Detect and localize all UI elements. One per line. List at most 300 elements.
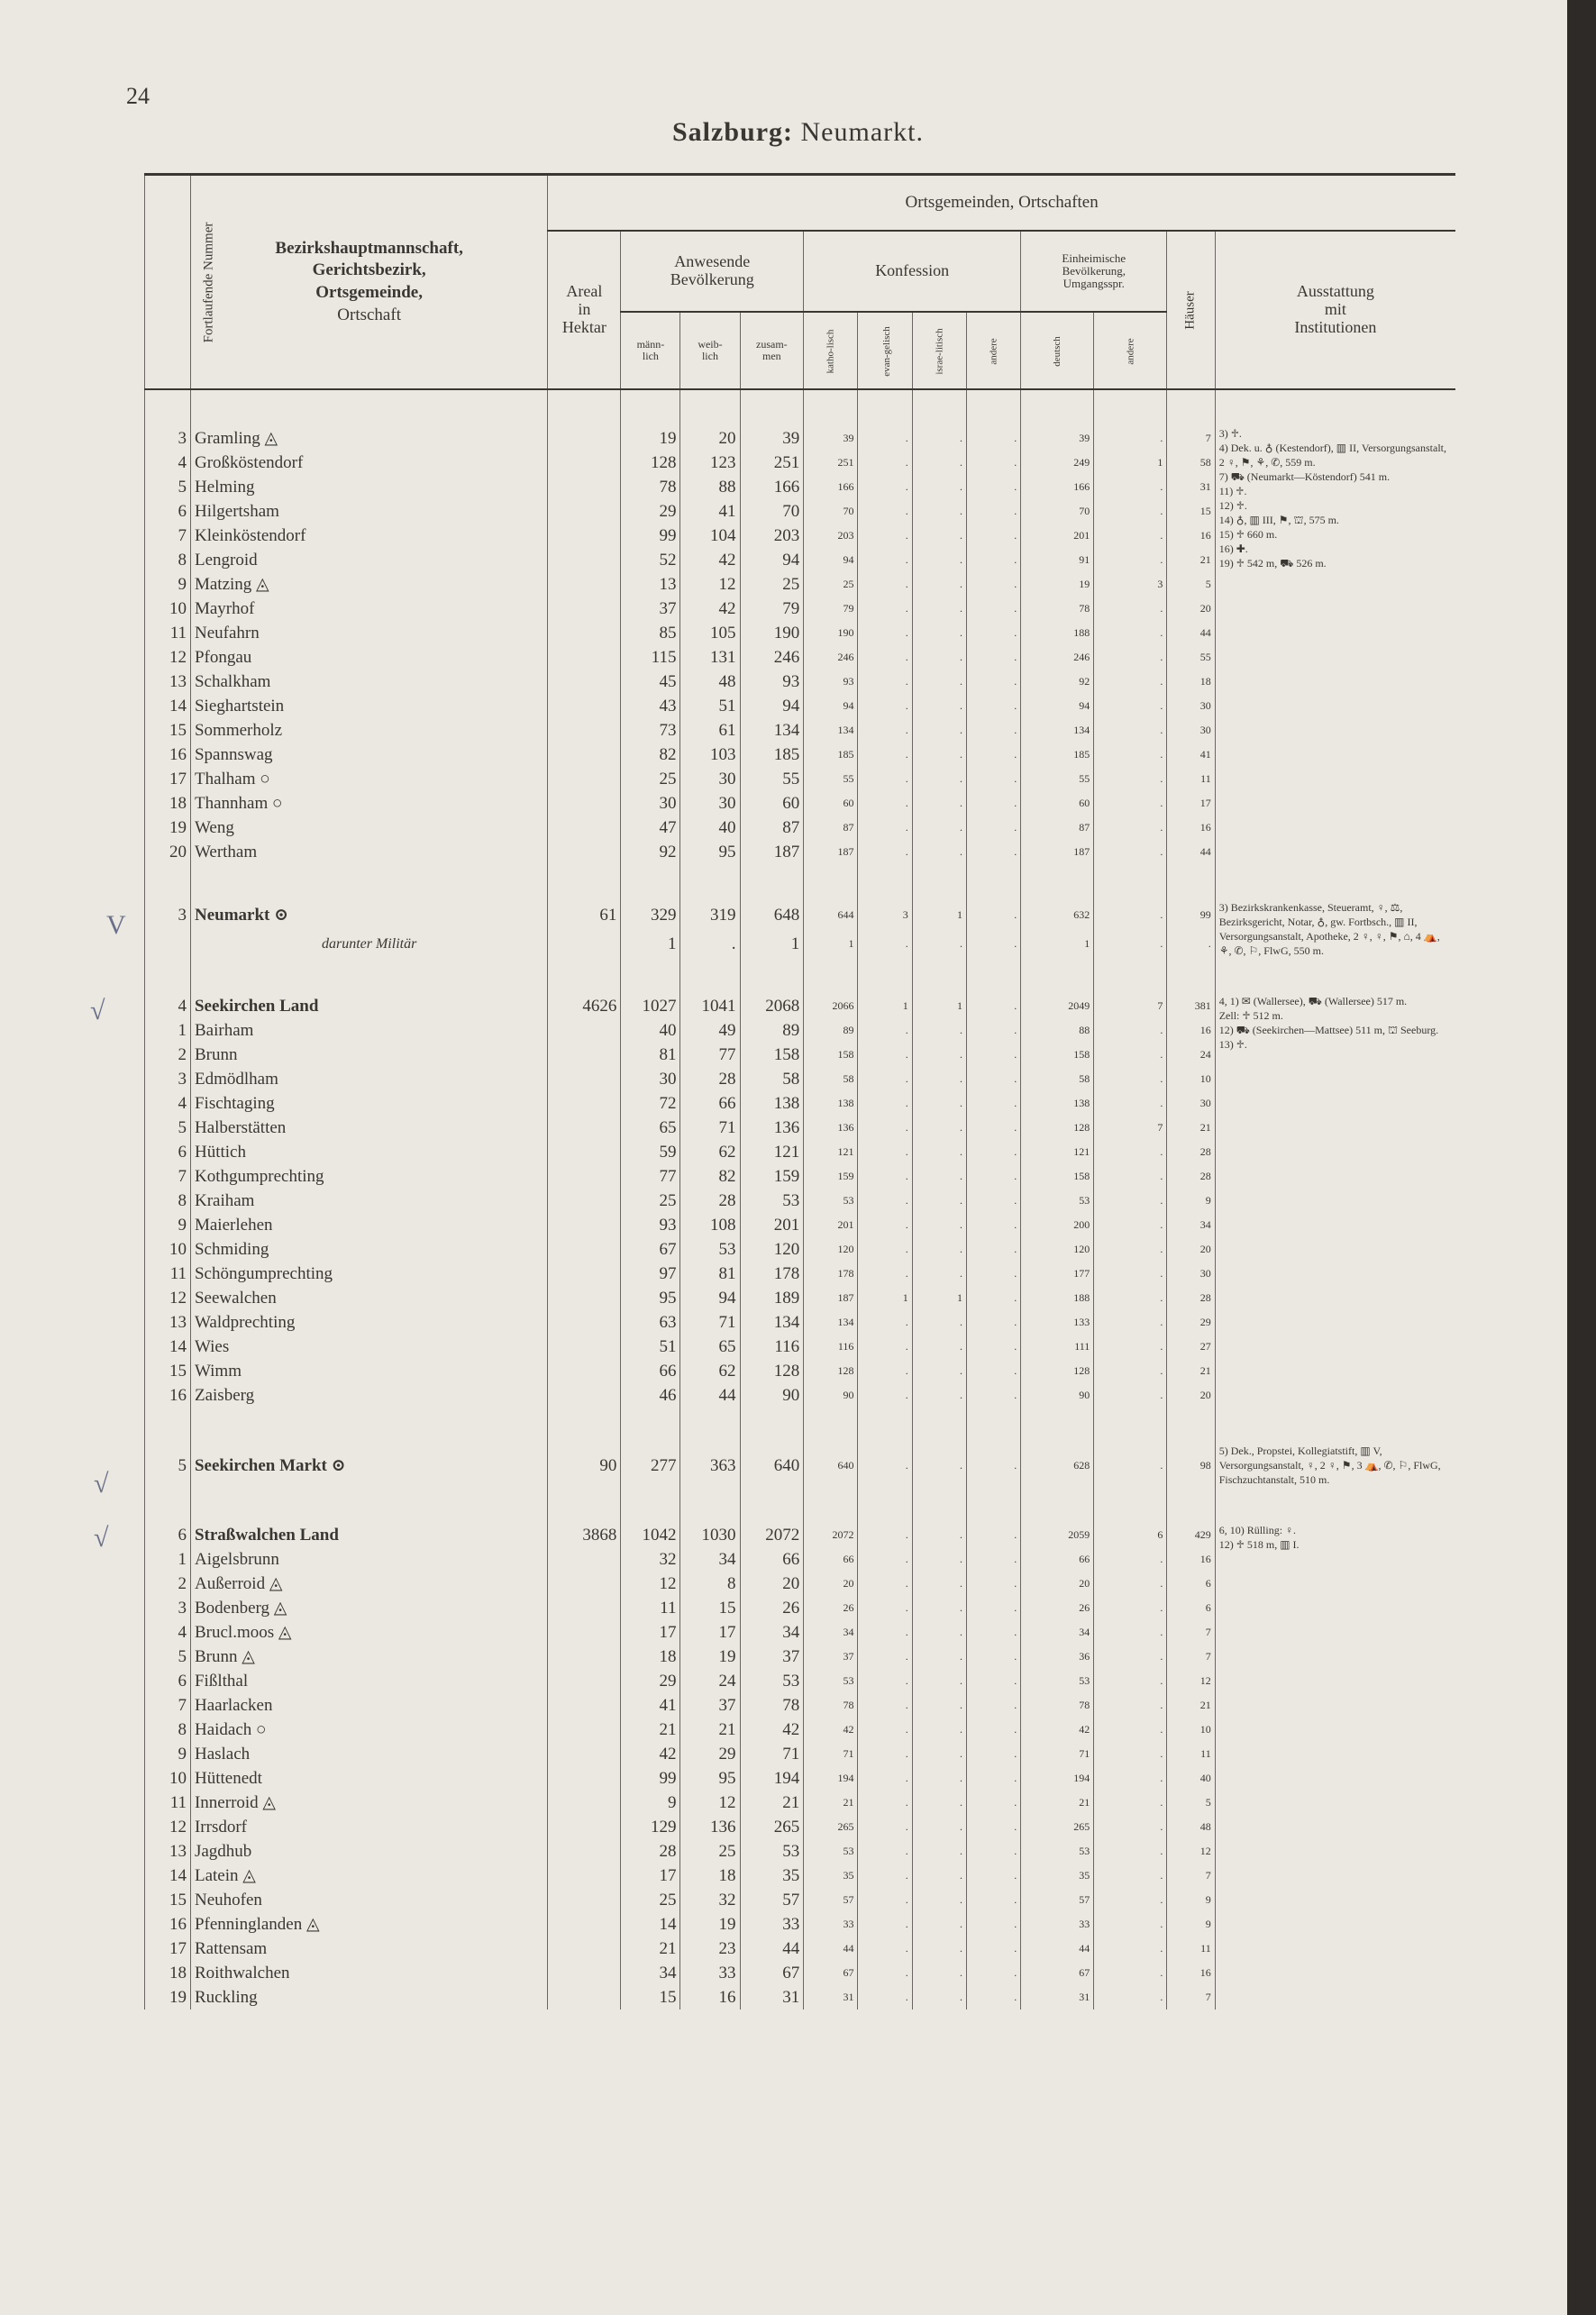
cell-ev: . xyxy=(858,1742,912,1766)
cell-name: Wies xyxy=(190,1335,547,1359)
cell-h: 6 xyxy=(1167,1596,1215,1620)
cell-z: 58 xyxy=(740,1067,804,1091)
spacer-cell xyxy=(1215,389,1455,426)
cell-ad: . xyxy=(1094,475,1167,499)
cell-k: 79 xyxy=(804,597,858,621)
spacer-cell xyxy=(680,1408,740,1444)
cell-de: 78 xyxy=(1021,1693,1094,1718)
cell-w: 42 xyxy=(680,548,740,572)
table-row xyxy=(145,1523,1456,1547)
cell-is: . xyxy=(912,1669,966,1693)
cell-de: 201 xyxy=(1021,524,1094,548)
cell-w: 1041 xyxy=(680,994,740,1018)
cell-z: 648 xyxy=(740,900,804,929)
cell-ev: . xyxy=(858,524,912,548)
cell-ev: . xyxy=(858,1189,912,1213)
cell-is: . xyxy=(912,1140,966,1164)
col-header-nr: Fortlaufende Nummer xyxy=(145,175,191,390)
cell-is: . xyxy=(912,548,966,572)
cell-area xyxy=(548,1547,621,1572)
cell-an: . xyxy=(966,597,1020,621)
spacer-cell xyxy=(190,864,547,900)
cell-k: 178 xyxy=(804,1262,858,1286)
cell-de: 67 xyxy=(1021,1961,1094,1985)
margin-mark: V xyxy=(106,910,126,940)
margin-mark: √ xyxy=(94,1523,109,1553)
cell-area xyxy=(548,1018,621,1043)
cell-h: 10 xyxy=(1167,1067,1215,1091)
cell-ev: . xyxy=(858,645,912,670)
cell-an: . xyxy=(966,1596,1020,1620)
cell-h: 9 xyxy=(1167,1888,1215,1912)
cell-w: 62 xyxy=(680,1140,740,1164)
cell-h: 5 xyxy=(1167,572,1215,597)
table-row xyxy=(145,426,1456,451)
cell-m: 115 xyxy=(621,645,680,670)
cell-is: . xyxy=(912,1596,966,1620)
cell-m: 43 xyxy=(621,694,680,718)
cell-an: . xyxy=(966,1888,1020,1912)
cell-k: 26 xyxy=(804,1596,858,1620)
cell-an: . xyxy=(966,791,1020,816)
cell-name: Hüttenedt xyxy=(190,1766,547,1791)
cell-an: . xyxy=(966,767,1020,791)
cell-nr: 9 xyxy=(145,1742,191,1766)
cell-is: . xyxy=(912,451,966,475)
cell-area xyxy=(548,1912,621,1937)
cell-k: 187 xyxy=(804,840,858,864)
spacer-cell xyxy=(858,958,912,994)
cell-k: 116 xyxy=(804,1335,858,1359)
col-header-ausstattung: Ausstattung mit Institutionen xyxy=(1215,231,1455,389)
spacer-cell xyxy=(966,1487,1020,1523)
cell-is: . xyxy=(912,1961,966,1985)
cell-name: Gramling ◬ xyxy=(190,426,547,451)
cell-name: Brunn xyxy=(190,1043,547,1067)
cell-h: 34 xyxy=(1167,1213,1215,1237)
cell-an: . xyxy=(966,929,1020,958)
cell-w: 49 xyxy=(680,1018,740,1043)
cell-z: 194 xyxy=(740,1766,804,1791)
spacer-cell xyxy=(1094,389,1167,426)
cell-nr: 8 xyxy=(145,1189,191,1213)
cell-m: 63 xyxy=(621,1310,680,1335)
table-row xyxy=(145,1444,1456,1487)
cell-m: 59 xyxy=(621,1140,680,1164)
cell-area xyxy=(548,548,621,572)
cell-area xyxy=(548,1693,621,1718)
cell-area xyxy=(548,694,621,718)
spacer-cell xyxy=(1215,1487,1455,1523)
cell-w: 23 xyxy=(680,1937,740,1961)
cell-name: Rattensam xyxy=(190,1937,547,1961)
cell-ad: . xyxy=(1094,1547,1167,1572)
cell-an: . xyxy=(966,499,1020,524)
cell-area xyxy=(548,1335,621,1359)
cell-an: . xyxy=(966,1669,1020,1693)
col-header-anwesende: Anwesende Bevölkerung xyxy=(621,231,804,312)
cell-m: 97 xyxy=(621,1262,680,1286)
cell-m: 78 xyxy=(621,475,680,499)
cell-nr: 5 xyxy=(145,1116,191,1140)
spacer-cell xyxy=(680,958,740,994)
cell-m: 47 xyxy=(621,816,680,840)
cell-name: Waldprechting xyxy=(190,1310,547,1335)
col-header-evangelisch: evan-gelisch xyxy=(858,312,912,389)
col-header-haeuser: Häuser xyxy=(1167,231,1215,389)
cell-h: 7 xyxy=(1167,1620,1215,1645)
cell-k: 2072 xyxy=(804,1523,858,1547)
cell-name: Seekirchen Land xyxy=(190,994,547,1018)
cell-h: 27 xyxy=(1167,1335,1215,1359)
cell-area xyxy=(548,1937,621,1961)
cell-area xyxy=(548,718,621,743)
cell-m: 41 xyxy=(621,1693,680,1718)
cell-de: 177 xyxy=(1021,1262,1094,1286)
cell-w: 30 xyxy=(680,767,740,791)
cell-de: 121 xyxy=(1021,1140,1094,1164)
cell-is: . xyxy=(912,670,966,694)
cell-name: Bairham xyxy=(190,1018,547,1043)
cell-h: 24 xyxy=(1167,1043,1215,1067)
cell-h: 30 xyxy=(1167,1091,1215,1116)
cell-is: 1 xyxy=(912,900,966,929)
cell-institutions: 5) Dek., Propstei, Kollegiatstift, ▥ V, Versorgungsanstalt, ♀, 2 ♀, ⚑, 3 ⛺, ✆, ⚐, FlwG, Fischzuchtanstalt, 510 m. xyxy=(1215,1444,1455,1487)
cell-z: 134 xyxy=(740,718,804,743)
cell-institutions: 4, 1) ✉ (Wallersee), ⛟ (Wallersee) 517 m. Zell: ♱ 512 m. 12) ⛟ (Seekirchen—Mattsee) 511 m, ⛫ Seeburg. 13) ♱. xyxy=(1215,994,1455,1408)
cell-z: 116 xyxy=(740,1335,804,1359)
cell-de: 36 xyxy=(1021,1645,1094,1669)
cell-z: 20 xyxy=(740,1572,804,1596)
cell-k: 34 xyxy=(804,1620,858,1645)
cell-ad: . xyxy=(1094,1791,1167,1815)
cell-z: 79 xyxy=(740,597,804,621)
cell-an: . xyxy=(966,1359,1020,1383)
cell-de: 70 xyxy=(1021,499,1094,524)
cell-z: 640 xyxy=(740,1444,804,1487)
cell-name: Haarlacken xyxy=(190,1693,547,1718)
cell-w: 95 xyxy=(680,840,740,864)
spacer-cell xyxy=(548,958,621,994)
cell-h: 16 xyxy=(1167,1018,1215,1043)
cell-w: 19 xyxy=(680,1645,740,1669)
cell-de: 26 xyxy=(1021,1596,1094,1620)
cell-is: . xyxy=(912,694,966,718)
cell-name: Lengroid xyxy=(190,548,547,572)
cell-ad: . xyxy=(1094,1237,1167,1262)
cell-m: 92 xyxy=(621,840,680,864)
cell-h: 7 xyxy=(1167,1985,1215,2010)
cell-nr: 12 xyxy=(145,1815,191,1839)
cell-ev: . xyxy=(858,1237,912,1262)
cell-m: 93 xyxy=(621,1213,680,1237)
cell-k: 246 xyxy=(804,645,858,670)
cell-z: 178 xyxy=(740,1262,804,1286)
cell-name: Außerroid ◬ xyxy=(190,1572,547,1596)
cell-ev: . xyxy=(858,1335,912,1359)
cell-h: 48 xyxy=(1167,1815,1215,1839)
cell-nr: 9 xyxy=(145,572,191,597)
cell-z: 21 xyxy=(740,1791,804,1815)
cell-m: 25 xyxy=(621,1888,680,1912)
spacer-cell xyxy=(804,958,858,994)
cell-w: 12 xyxy=(680,572,740,597)
cell-ad: . xyxy=(1094,1693,1167,1718)
cell-k: 93 xyxy=(804,670,858,694)
cell-z: 134 xyxy=(740,1310,804,1335)
cell-nr: 14 xyxy=(145,1335,191,1359)
cell-ad: . xyxy=(1094,426,1167,451)
cell-name: Wimm xyxy=(190,1359,547,1383)
cell-ev: . xyxy=(858,1961,912,1985)
cell-nr: 13 xyxy=(145,1839,191,1864)
cell-ad: . xyxy=(1094,1213,1167,1237)
cell-z: 87 xyxy=(740,816,804,840)
cell-z: 2072 xyxy=(740,1523,804,1547)
cell-name: Neufahrn xyxy=(190,621,547,645)
cell-h: 30 xyxy=(1167,694,1215,718)
cell-h: 9 xyxy=(1167,1189,1215,1213)
cell-is: . xyxy=(912,1359,966,1383)
cell-ad: . xyxy=(1094,1742,1167,1766)
cell-ad: . xyxy=(1094,767,1167,791)
cell-k: 90 xyxy=(804,1383,858,1408)
cell-area xyxy=(548,1359,621,1383)
cell-m: 1 xyxy=(621,929,680,958)
cell-k: 70 xyxy=(804,499,858,524)
cell-k: 60 xyxy=(804,791,858,816)
cell-is: . xyxy=(912,1383,966,1408)
cell-h: 6 xyxy=(1167,1572,1215,1596)
cell-ev: . xyxy=(858,1140,912,1164)
cell-nr: 13 xyxy=(145,670,191,694)
cell-nr: 10 xyxy=(145,597,191,621)
cell-ad: . xyxy=(1094,1669,1167,1693)
cell-is: . xyxy=(912,1693,966,1718)
cell-an: . xyxy=(966,1213,1020,1237)
cell-z: 53 xyxy=(740,1189,804,1213)
cell-ev: . xyxy=(858,1213,912,1237)
cell-an: . xyxy=(966,1839,1020,1864)
cell-name: Hüttich xyxy=(190,1140,547,1164)
cell-is: . xyxy=(912,1839,966,1864)
cell-name: Kleinköstendorf xyxy=(190,524,547,548)
cell-w: 42 xyxy=(680,597,740,621)
cell-de: 188 xyxy=(1021,1286,1094,1310)
cell-is: . xyxy=(912,645,966,670)
cell-k: 1 xyxy=(804,929,858,958)
cell-ad: . xyxy=(1094,1864,1167,1888)
cell-an: . xyxy=(966,426,1020,451)
cell-name: Roithwalchen xyxy=(190,1961,547,1985)
cell-ev: . xyxy=(858,1912,912,1937)
cell-nr: 12 xyxy=(145,1286,191,1310)
spacer-cell xyxy=(858,389,912,426)
cell-z: 42 xyxy=(740,1718,804,1742)
cell-is: . xyxy=(912,929,966,958)
cell-de: 31 xyxy=(1021,1985,1094,2010)
cell-area xyxy=(548,1189,621,1213)
cell-ad: . xyxy=(1094,694,1167,718)
cell-ev: . xyxy=(858,621,912,645)
cell-de: 78 xyxy=(1021,597,1094,621)
cell-z: 94 xyxy=(740,548,804,572)
cell-an: . xyxy=(966,1164,1020,1189)
cell-m: 99 xyxy=(621,524,680,548)
cell-z: 70 xyxy=(740,499,804,524)
spacer-cell xyxy=(190,1487,547,1523)
cell-area: 3868 xyxy=(548,1523,621,1547)
cell-ad: . xyxy=(1094,1359,1167,1383)
cell-h: 5 xyxy=(1167,1791,1215,1815)
cell-de: 33 xyxy=(1021,1912,1094,1937)
cell-is: . xyxy=(912,499,966,524)
cell-ev: . xyxy=(858,1839,912,1864)
cell-area xyxy=(548,645,621,670)
cell-is: . xyxy=(912,1985,966,2010)
cell-area xyxy=(548,426,621,451)
cell-w: 65 xyxy=(680,1335,740,1359)
cell-m: 66 xyxy=(621,1359,680,1383)
cell-de: 265 xyxy=(1021,1815,1094,1839)
cell-name: Schöngumprechting xyxy=(190,1262,547,1286)
cell-ad: . xyxy=(1094,718,1167,743)
cell-h: 21 xyxy=(1167,1359,1215,1383)
spacer-cell xyxy=(1094,1487,1167,1523)
cell-m: 82 xyxy=(621,743,680,767)
cell-an: . xyxy=(966,694,1020,718)
cell-is: . xyxy=(912,1262,966,1286)
cell-m: 21 xyxy=(621,1937,680,1961)
cell-h: 7 xyxy=(1167,1864,1215,1888)
cell-nr: 19 xyxy=(145,816,191,840)
cell-name: Fischtaging xyxy=(190,1091,547,1116)
cell-w: 88 xyxy=(680,475,740,499)
cell-m: 40 xyxy=(621,1018,680,1043)
col-header-andere-sprache: andere xyxy=(1094,312,1167,389)
cell-m: 95 xyxy=(621,1286,680,1310)
cell-ad: . xyxy=(1094,1091,1167,1116)
cell-is: . xyxy=(912,718,966,743)
cell-h: 16 xyxy=(1167,816,1215,840)
cell-nr: 4 xyxy=(145,1620,191,1645)
cell-k: 134 xyxy=(804,718,858,743)
cell-z: 39 xyxy=(740,426,804,451)
cell-an: . xyxy=(966,1815,1020,1839)
cell-area: 4626 xyxy=(548,994,621,1018)
cell-name: Aigelsbrunn xyxy=(190,1547,547,1572)
cell-name: Mayrhof xyxy=(190,597,547,621)
cell-h: 12 xyxy=(1167,1669,1215,1693)
cell-ev: . xyxy=(858,1444,912,1487)
cell-is: . xyxy=(912,426,966,451)
cell-z: 189 xyxy=(740,1286,804,1310)
cell-area xyxy=(548,1213,621,1237)
cell-h: 21 xyxy=(1167,548,1215,572)
cell-name: Weng xyxy=(190,816,547,840)
cell-area xyxy=(548,1961,621,1985)
cell-area xyxy=(548,1864,621,1888)
col-header-andere-konf: andere xyxy=(966,312,1020,389)
cell-is: . xyxy=(912,1091,966,1116)
cell-ev: . xyxy=(858,475,912,499)
cell-z: 60 xyxy=(740,791,804,816)
cell-an: . xyxy=(966,816,1020,840)
spacer-cell xyxy=(621,864,680,900)
cell-an: . xyxy=(966,1116,1020,1140)
cell-k: 120 xyxy=(804,1237,858,1262)
cell-name: darunter Militär xyxy=(190,929,547,958)
cell-nr: 19 xyxy=(145,1985,191,2010)
cell-m: 37 xyxy=(621,597,680,621)
cell-w: 18 xyxy=(680,1864,740,1888)
cell-name: Haslach xyxy=(190,1742,547,1766)
spacer-cell xyxy=(912,864,966,900)
cell-de: 60 xyxy=(1021,791,1094,816)
cell-ev: . xyxy=(858,1693,912,1718)
cell-h: 28 xyxy=(1167,1164,1215,1189)
cell-nr: 6 xyxy=(145,1523,191,1547)
cell-is: . xyxy=(912,621,966,645)
cell-k: 128 xyxy=(804,1359,858,1383)
cell-nr: 5 xyxy=(145,1645,191,1669)
cell-k: 39 xyxy=(804,426,858,451)
cell-an: . xyxy=(966,1693,1020,1718)
cell-de: 120 xyxy=(1021,1237,1094,1262)
cell-area xyxy=(548,1791,621,1815)
cell-w: 363 xyxy=(680,1444,740,1487)
cell-ev: . xyxy=(858,1359,912,1383)
cell-de: 71 xyxy=(1021,1742,1094,1766)
cell-z: 67 xyxy=(740,1961,804,1985)
cell-k: 89 xyxy=(804,1018,858,1043)
cell-w: 53 xyxy=(680,1237,740,1262)
cell-de: 57 xyxy=(1021,1888,1094,1912)
spacer-cell xyxy=(1094,1408,1167,1444)
cell-an: . xyxy=(966,670,1020,694)
spacer-cell xyxy=(145,1408,191,1444)
cell-institutions: 3) ♱. 4) Dek. u. ♁ (Kestendorf), ▥ II, Versorgungsanstalt, 2 ♀, ⚑, ⚘, ✆, 559 m. 7) ⛟ (Neumarkt—Köstendorf) 541 m. 11) ♱. 12) ♱. 14) ♁, ▥ III, ⚑, ⛫, 575 m. 15) ♱ 660 m. 16) ✚. 19) ♱ 542 m, ⛟ 526 m. xyxy=(1215,426,1455,864)
cell-ad: . xyxy=(1094,1937,1167,1961)
cell-ev: . xyxy=(858,1596,912,1620)
cell-area xyxy=(548,475,621,499)
cell-area xyxy=(548,1645,621,1669)
cell-an: . xyxy=(966,1742,1020,1766)
cell-ev: . xyxy=(858,1043,912,1067)
cell-nr: 4 xyxy=(145,451,191,475)
cell-de: 166 xyxy=(1021,475,1094,499)
cell-nr: 5 xyxy=(145,1444,191,1487)
cell-m: 128 xyxy=(621,451,680,475)
cell-de: 2049 xyxy=(1021,994,1094,1018)
cell-h: 20 xyxy=(1167,1383,1215,1408)
cell-an: . xyxy=(966,1985,1020,2010)
cell-de: 94 xyxy=(1021,694,1094,718)
cell-w: 319 xyxy=(680,900,740,929)
cell-z: 25 xyxy=(740,572,804,597)
cell-an: . xyxy=(966,1444,1020,1487)
census-table xyxy=(144,173,1455,2010)
cell-ev: . xyxy=(858,670,912,694)
cell-nr: 16 xyxy=(145,1912,191,1937)
cell-de: 187 xyxy=(1021,840,1094,864)
cell-is: . xyxy=(912,1912,966,1937)
cell-w: 131 xyxy=(680,645,740,670)
cell-area xyxy=(548,929,621,958)
cell-w: 15 xyxy=(680,1596,740,1620)
spacer-cell xyxy=(1021,1408,1094,1444)
cell-is: . xyxy=(912,1937,966,1961)
